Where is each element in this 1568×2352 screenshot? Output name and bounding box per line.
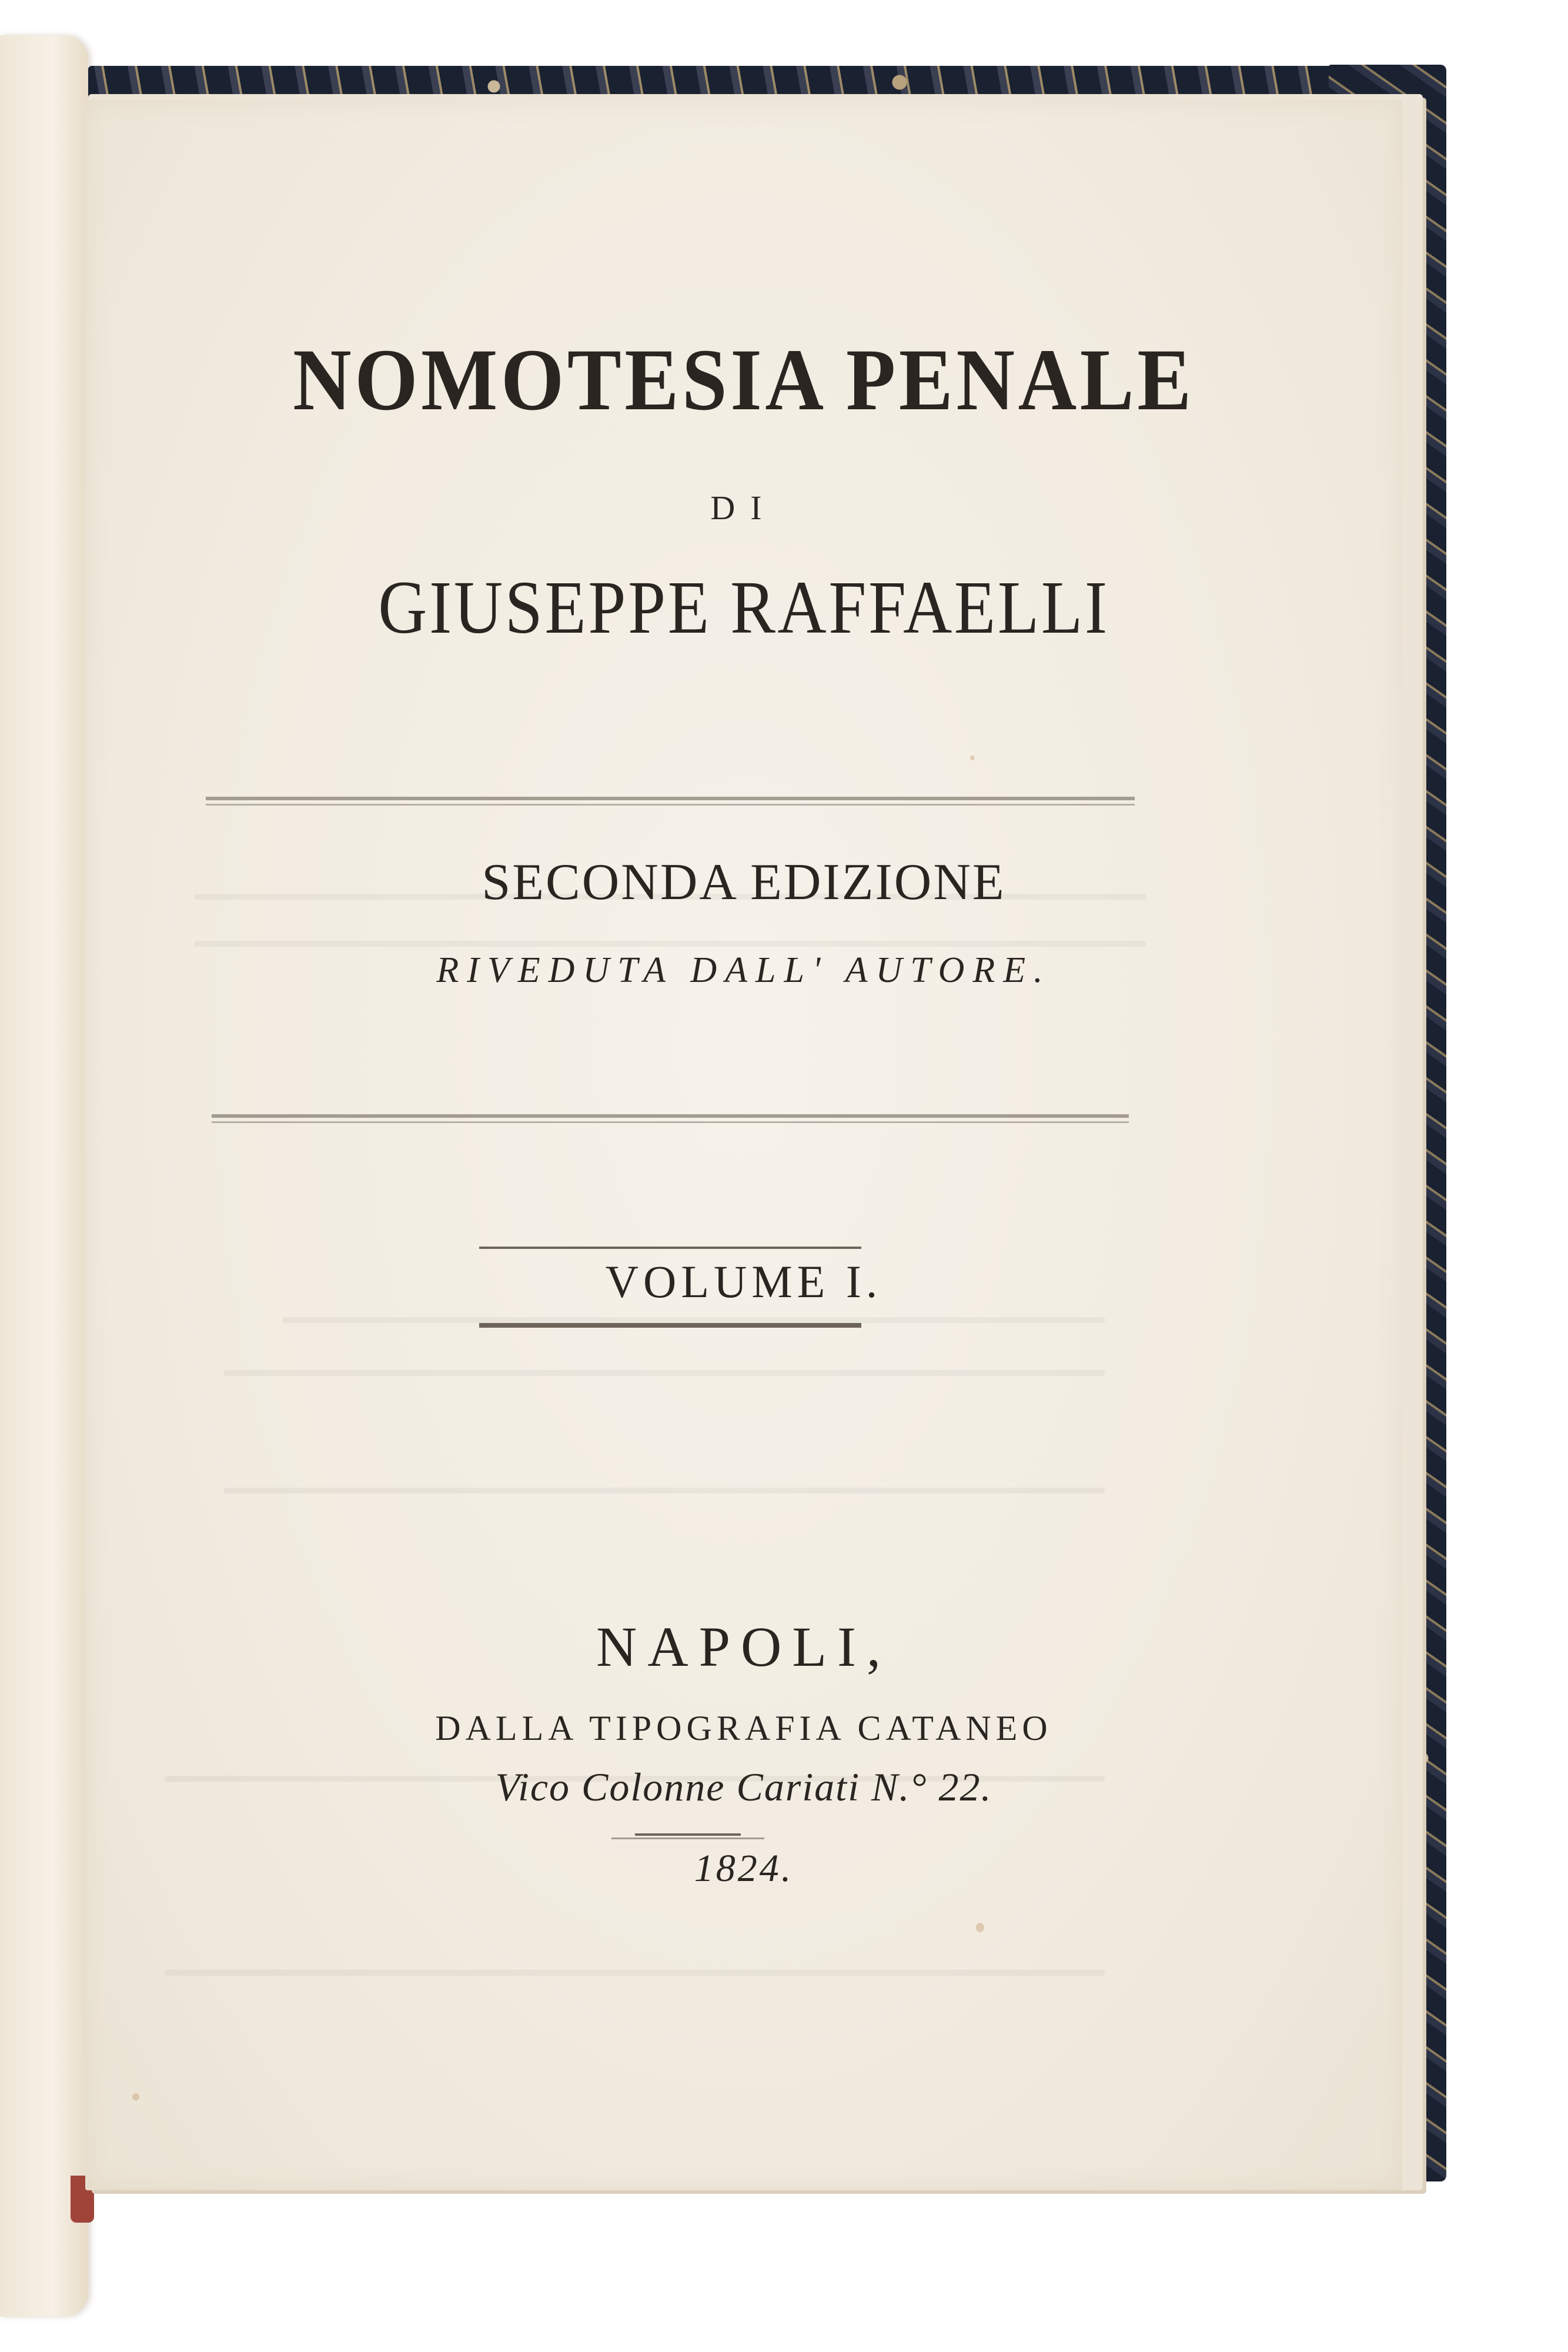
show-through-line <box>223 1370 1105 1376</box>
year-rule <box>611 1838 764 1839</box>
divider-rule <box>212 1121 1129 1123</box>
foxing-spot <box>976 1923 984 1932</box>
imprint-address: Vico Colonne Cariati N.° 22. <box>495 1765 992 1809</box>
year-rule <box>635 1833 741 1836</box>
imprint-printer: DALLA TIPOGRAFIA CATANEO <box>435 1709 1052 1748</box>
divider-rule <box>206 797 1135 800</box>
facing-page-edge <box>0 35 88 2317</box>
author-preposition: DI <box>710 489 777 527</box>
divider-rule <box>212 1114 1129 1118</box>
book-title: NOMOTESIA PENALE <box>293 331 1195 429</box>
show-through-line <box>223 1488 1105 1494</box>
edition-statement: SECONDA EDIZIONE <box>482 854 1006 911</box>
volume-rule-bottom <box>479 1323 861 1328</box>
revision-note: RIVEDUTA DALL' AUTORE. <box>436 950 1051 990</box>
show-through-line <box>165 1970 1105 1976</box>
volume-label: VOLUME I. <box>605 1256 882 1307</box>
volume-rule-top <box>479 1247 861 1249</box>
divider-rule <box>206 804 1135 806</box>
foxing-spot <box>970 756 975 760</box>
foxing-spot <box>132 2093 139 2100</box>
author-name: GIUSEPPE RAFFAELLI <box>378 566 1109 649</box>
imprint-year: 1824. <box>694 1847 794 1890</box>
imprint-city: NAPOLI, <box>596 1615 891 1678</box>
show-through-line <box>194 941 1146 947</box>
show-through-line <box>282 1317 1105 1323</box>
